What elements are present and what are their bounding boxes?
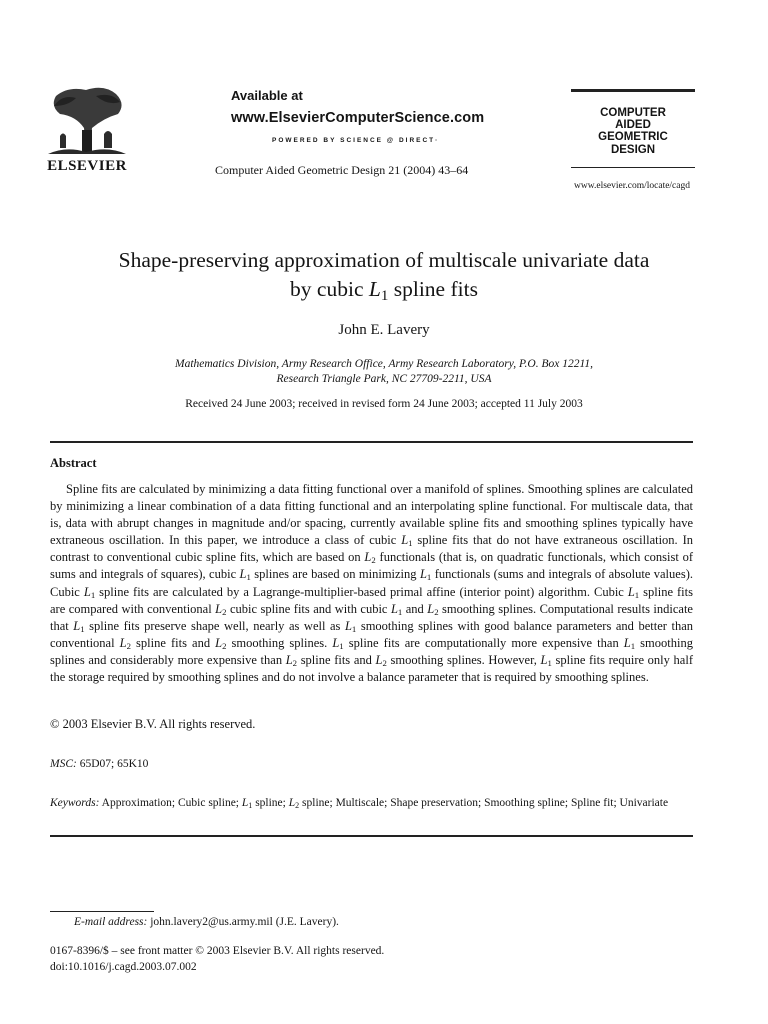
- math-L: L: [427, 601, 435, 616]
- math-sub: 1: [339, 641, 344, 652]
- abstract-text: smoothing splines with good balance parameters and better than conventional: [50, 618, 693, 650]
- math-sub: 1: [80, 623, 85, 634]
- abstract-text: smoothing splines and considerably more expensive than: [50, 635, 693, 667]
- abstract-text: spline fits are compared with conventional: [50, 584, 693, 616]
- affiliation-line-1: Mathematics Division, Army Research Office, Army Research Laboratory, P.O. Box 12211,: [175, 358, 593, 370]
- math-L: L: [215, 635, 223, 650]
- doi-link[interactable]: doi:10.1016/j.cagd.2003.07.002: [50, 961, 197, 973]
- journal-box-line: COMPUTER: [600, 107, 666, 119]
- site-suffix: ComputerScience.com: [325, 110, 485, 126]
- math-sub: 1: [397, 606, 403, 617]
- title-line-2-pre: by cubic: [290, 277, 369, 301]
- site-brand: Elsevier: [268, 110, 326, 126]
- keywords-label: Keywords:: [50, 797, 100, 809]
- math-L: L: [344, 618, 352, 633]
- math-L: L: [239, 567, 247, 582]
- journal-url-link[interactable]: www.elsevier.com/locate/cagd: [574, 181, 690, 191]
- author-name: John E. Lavery: [338, 322, 430, 338]
- math-sub: 2: [371, 555, 376, 566]
- abstract-text: smoothing splines. Computational results indicate that: [50, 601, 693, 633]
- site-prefix: www.: [231, 110, 269, 126]
- received-dates: Received 24 June 2003; received in revised form 24 June 2003; accepted 11 July 2003: [185, 398, 583, 410]
- math-L: L: [623, 635, 631, 650]
- math-sub: 1: [547, 658, 552, 669]
- journal-box-line: AIDED: [615, 119, 651, 132]
- journal-title-box: [571, 89, 695, 168]
- title-math-sub: 1: [380, 287, 389, 304]
- abstract-text: smoothing splines.: [226, 635, 333, 650]
- abstract-text: cubic spline fits and with cubic: [226, 601, 391, 616]
- abstract-text: spline fits that do not have extraneous oscillation. In contrast to conventional cubic spline fits, which are based on: [50, 533, 693, 565]
- abstract-heading: Abstract: [50, 456, 97, 470]
- math-sub: 1: [630, 641, 636, 652]
- title-line-1: Shape-preserving approximation of multiscale univariate data: [118, 248, 650, 272]
- math-sub: 1: [90, 589, 96, 600]
- math-sub: 2: [295, 801, 300, 810]
- math-L: L: [627, 584, 635, 599]
- math-sub: 2: [222, 641, 227, 652]
- math-L: L: [215, 601, 223, 616]
- footnote-rule: [50, 911, 154, 912]
- abstract-text: splines are based on minimizing: [250, 567, 420, 582]
- journal-box-line: GEOMETRIC: [598, 131, 668, 144]
- keywords-text: Approximation; Cubic spline;: [99, 797, 242, 809]
- math-L: L: [288, 797, 296, 809]
- title-line-2-post: spline fits: [388, 277, 478, 301]
- abstract-text: spline fits are calculated by a Lagrange-multiplier-based primal affine (interior point) algorithm. Cubic: [95, 584, 628, 599]
- keywords-text: spline;: [252, 797, 289, 809]
- abstract-text: functionals (that is, on quadratic functionals, which consist of sums and integrals of squares), cubic: [50, 550, 694, 582]
- math-sub: 2: [292, 658, 298, 669]
- affiliation-line-2: Research Triangle Park, NC 27709-2211, USA: [276, 373, 492, 385]
- math-sub: 1: [351, 623, 357, 634]
- abstract-paragraph: [50, 481, 693, 686]
- abstract-text: Spline fits are calculated by minimizing a data fitting functional over a manifold of splines. Smoothing splines are calculated by minimizing a linear combination of a data fitting functional and an interpolating spline functional. For multiscale data, that is, data with abrupt changes in magnitude and/or spacing, currently available spline fits and smoothing splines typically have extraneous oscillation. In this paper, we introduce a class of cubic: [50, 482, 693, 548]
- math-L: L: [285, 652, 293, 667]
- email-address[interactable]: john.lavery2@us.army.mil (J.E. Lavery).: [147, 916, 339, 928]
- math-sub: 2: [434, 606, 439, 617]
- math-L: L: [332, 635, 340, 650]
- title-math-L: L: [368, 277, 381, 301]
- powered-by-sciencedirect: POWERED BY SCIENCE @ DIRECT·: [272, 137, 440, 144]
- math-sub: 2: [382, 658, 387, 669]
- abstract-text: smoothing splines. However,: [386, 652, 541, 667]
- journal-citation: Computer Aided Geometric Design 21 (2004) 43–64: [215, 163, 469, 177]
- journal-box-line: DESIGN: [610, 143, 656, 156]
- elsevier-cs-link[interactable]: [231, 110, 484, 126]
- math-sub: 1: [426, 572, 432, 583]
- msc-label: MSC:: [50, 758, 77, 770]
- math-sub: 1: [248, 801, 253, 810]
- math-sub: 1: [246, 572, 251, 583]
- divider-bottom: [50, 835, 693, 837]
- math-L: L: [73, 618, 81, 633]
- math-sub: 1: [408, 538, 413, 549]
- abstract-body: [50, 481, 693, 686]
- article-title: [40, 246, 728, 304]
- publisher-logo-text: ELSEVIER: [47, 158, 127, 174]
- divider-top: [50, 441, 693, 443]
- msc-codes: [50, 758, 148, 770]
- affiliation: [100, 357, 668, 387]
- msc-values: 65D07; 65K10: [76, 758, 149, 770]
- abstract-text: spline fits preserve shape well, nearly as well as: [84, 618, 345, 633]
- abstract-text: spline fits require only half the storage required by smoothing splines and do not involve a balance parameter that is required by smoothing splines.: [50, 652, 693, 685]
- math-L: L: [241, 797, 249, 809]
- abstract-copyright: © 2003 Elsevier B.V. All rights reserved.: [50, 717, 256, 731]
- math-L: L: [390, 601, 398, 616]
- abstract-text: and: [402, 601, 428, 616]
- math-L: L: [83, 584, 91, 599]
- available-at-label: Available at: [231, 88, 303, 103]
- abstract-text: spline fits and: [297, 652, 376, 667]
- math-sub: 1: [634, 589, 640, 600]
- keywords: [50, 796, 693, 811]
- email-footnote: [74, 916, 339, 928]
- math-L: L: [419, 567, 427, 582]
- abstract-text: functionals (sums and integrals of absolute values). Cubic: [50, 567, 693, 599]
- abstract-text: spline fits are computationally more expensive than: [343, 635, 624, 650]
- keywords-text: spline; Multiscale; Shape preservation; Smoothing spline; Spline fit; Univariate: [299, 797, 669, 809]
- math-L: L: [540, 652, 548, 667]
- issn-line: 0167-8396/$ – see front matter © 2003 Elsevier B.V. All rights reserved.: [50, 945, 385, 957]
- math-L: L: [401, 533, 409, 548]
- math-L: L: [119, 635, 127, 650]
- math-sub: 2: [222, 606, 227, 617]
- math-sub: 2: [126, 641, 131, 652]
- math-L: L: [375, 652, 383, 667]
- math-L: L: [364, 550, 372, 565]
- abstract-text: spline fits and: [130, 635, 216, 650]
- email-label: E-mail address:: [74, 916, 148, 928]
